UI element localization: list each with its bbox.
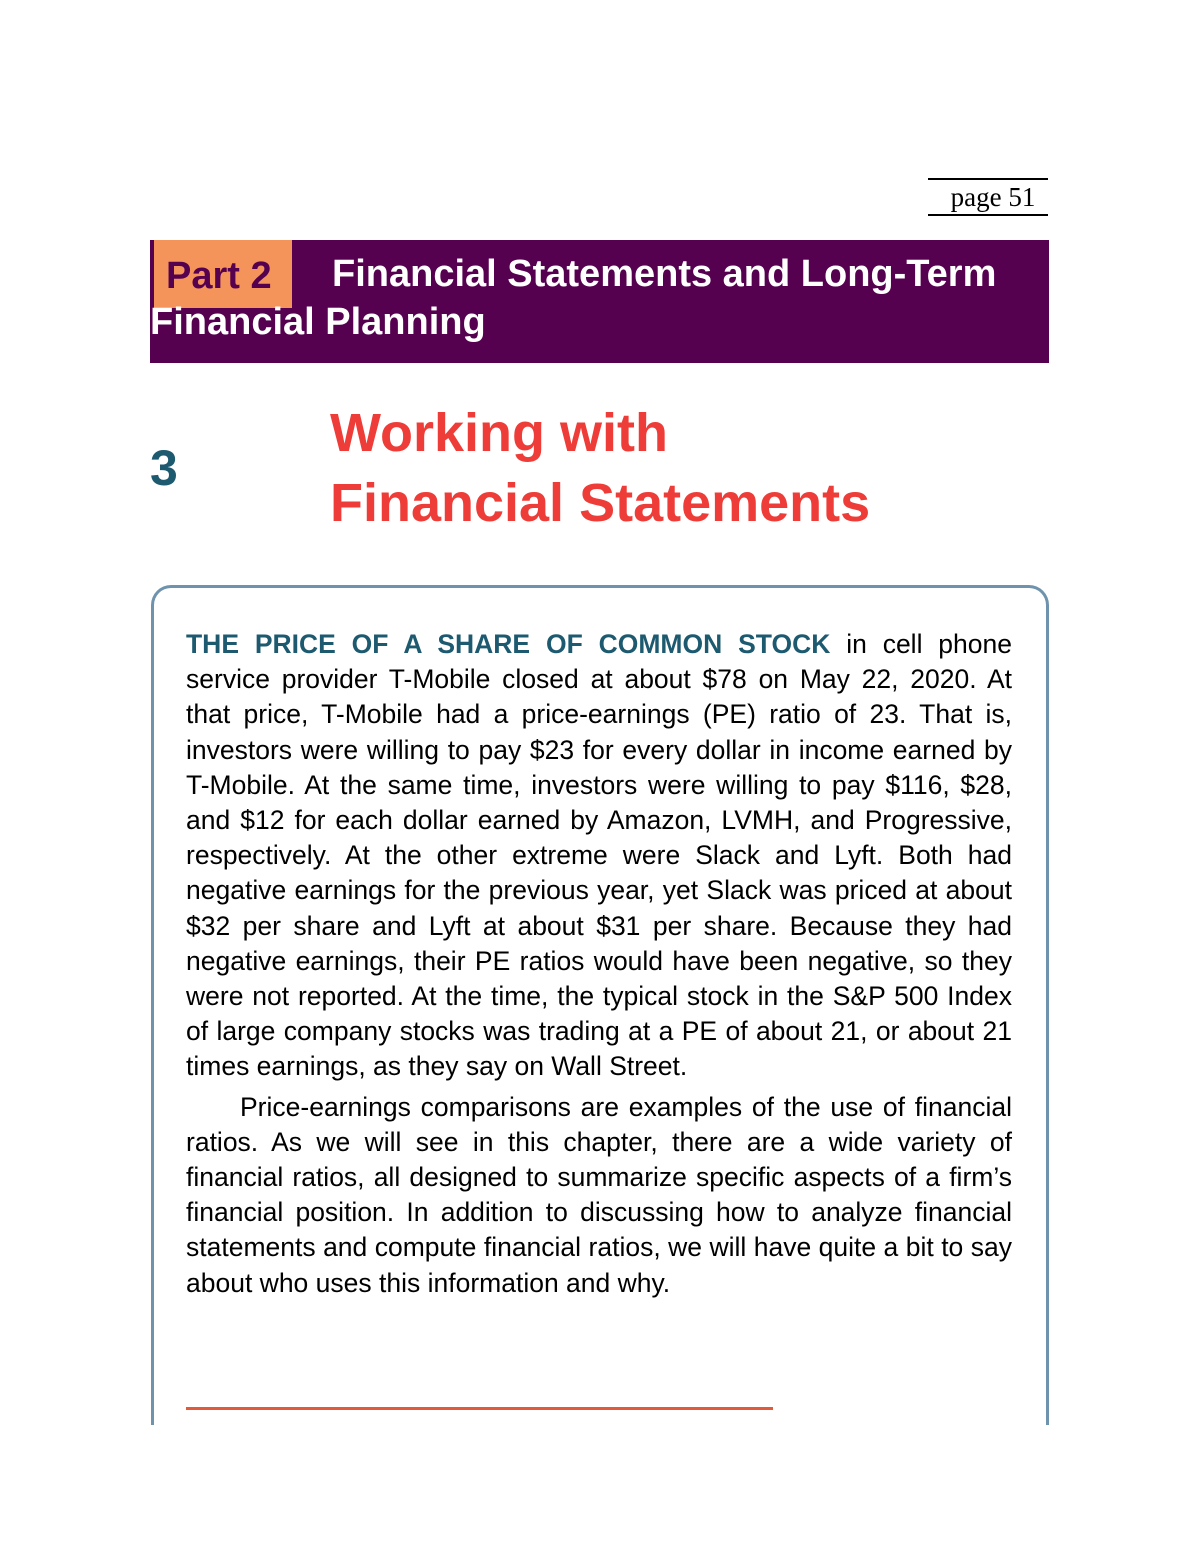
opener-lead-in: THE PRICE OF A SHARE OF COMMON STOCK [186, 629, 831, 659]
chapter-title [330, 398, 1050, 538]
opener-paragraph-1-body: in cell phone service provider T-Mobile closed at about $78 on May 22, 2020. At that price, T-Mobile had a price-earnings (PE) ratio of 23. That is, investors were willing to pay $23 for every dollar in income earned by T-Mobile. At the same time, investors were willing to pay $116, $28, and $12 for each dollar earned by Amazon, LVMH, and Progressive, respectively. At the other extreme were Slack and Lyft. Both had negative earnings for the previous year, yet Slack was priced at about $32 per share and Lyft at about $31 per share. Because they had negative earnings, their PE ratios would have been negative, so they were not reported. At the time, the typical stock in the S&P 500 Index of large company stocks was trading at a PE of about 21, or about 21 times earnings, as they say on Wall Street. [186, 629, 1012, 1082]
opener-paragraph-1 [186, 627, 1012, 1085]
part-title: Financial Statements and Long-Term Financial Planning [150, 253, 1007, 343]
chapter-number: 3 [150, 440, 178, 496]
opener-paragraph-2: Price-earnings comparisons are examples of the use of financial ratios. As we will see in this chapter, there are a wide variety of financial ratios, all designed to summarize specific aspects of a firm’s financial position. In addition to discussing how to analyze financial statements and compute financial ratios, we will have quite a bit to say about who uses this information and why. [186, 1091, 1012, 1298]
chapter-title-line-2: Financial Statements [330, 473, 871, 533]
accent-rule [186, 1407, 773, 1410]
chapter-opener-text [186, 627, 1012, 1301]
chapter-title-line-1: Working with [330, 403, 668, 463]
part-banner [150, 240, 1049, 363]
page-number: page 51 [928, 178, 1048, 216]
part-label: Part 2 [154, 240, 292, 308]
